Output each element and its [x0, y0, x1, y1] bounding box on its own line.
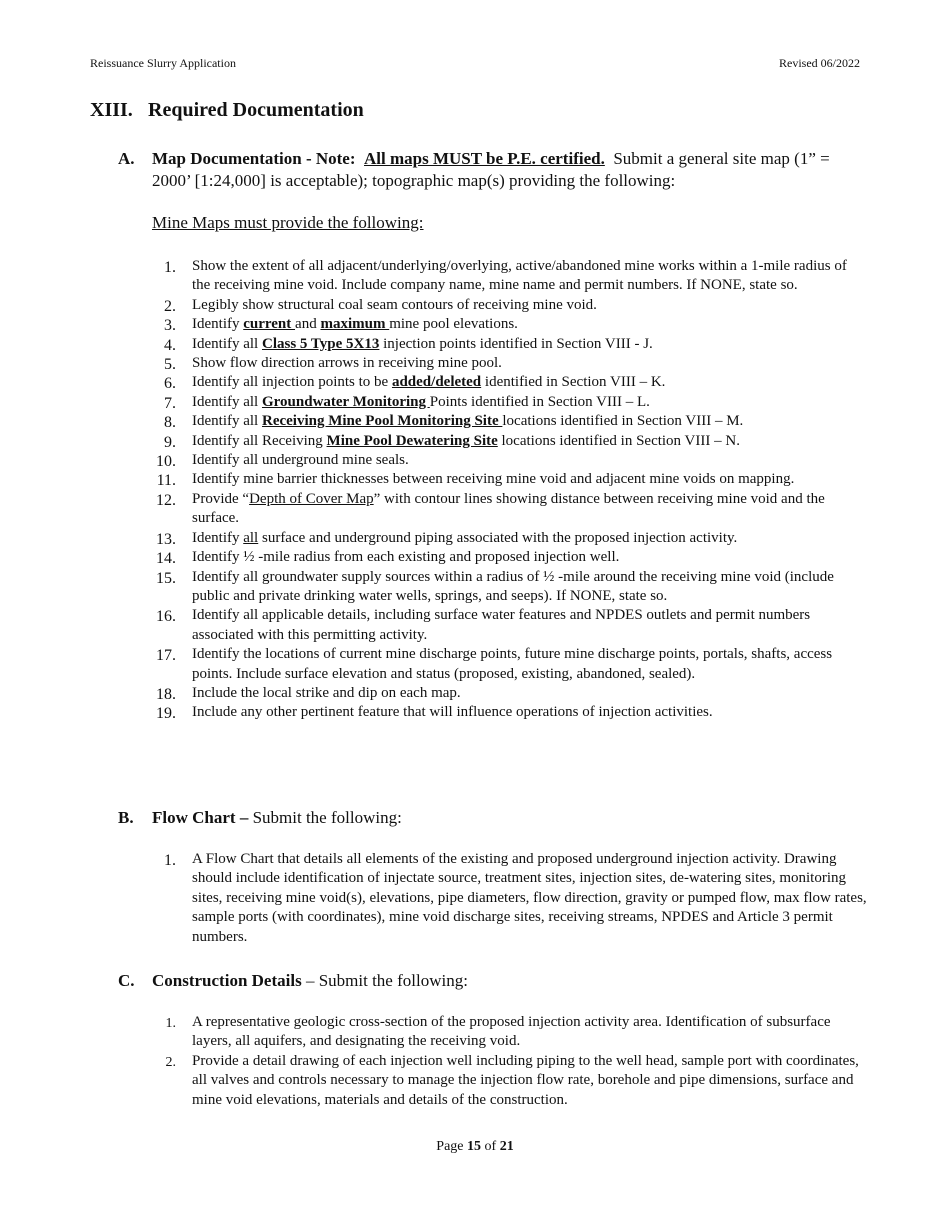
list-item-mid: and	[295, 316, 321, 333]
list-item	[152, 850, 868, 947]
list-item-text	[192, 529, 868, 548]
list-item-text	[192, 412, 868, 431]
list-item-post: injection points identified in Section VIII - J.	[379, 335, 653, 352]
list-item-number: 14.	[156, 550, 176, 568]
list-item-text-run: Identify all groundwater supply sources within a radius of ½ -mile around the receiving mine void (include public and private drinking water wells, springs, and seeps). If NONE, state so.	[192, 568, 834, 604]
header-right: Revised 06/2022	[779, 56, 860, 70]
list-item-number: 8.	[164, 414, 176, 432]
page-total: 21	[499, 1139, 514, 1154]
list-item-number: 7.	[164, 394, 176, 412]
list-item	[152, 703, 868, 722]
list-item-b1: Groundwater Monitoring	[261, 393, 430, 410]
list-item-text-run: A representative geologic cross-section of the proposed injection activity area. Identification of subsurface layers, all aquifers, and designating the receiving void.	[192, 1014, 831, 1050]
section-title-text: Required Documentation	[148, 99, 364, 121]
section-b-body	[152, 807, 862, 829]
section-a-letter: A.	[118, 149, 135, 168]
list-item-post: Points identified in Section VIII – L.	[429, 393, 650, 410]
list-item-b2: maximum	[320, 316, 390, 333]
list-item-number: 18.	[156, 685, 176, 703]
page-footer	[0, 1139, 950, 1155]
list-item	[152, 490, 868, 529]
list-item-text	[192, 432, 868, 451]
footer-pre: Page	[436, 1139, 468, 1154]
section-number: XIII.	[90, 99, 133, 121]
list-item-text	[192, 1052, 868, 1110]
header-left: Reissuance Slurry Application	[90, 56, 236, 70]
list-item-text	[192, 684, 868, 703]
list-item-text-run: Identify all underground mine seals.	[192, 452, 409, 469]
list-item-text-run: Identify all applicable details, including surface water features and NPDES outlets and permit numbers associated with this permitting activity.	[192, 607, 811, 643]
list-item-text-run: Show the extent of all adjacent/underlying/overlying, active/abandoned mine works within a 1-mile radius of the receiving mine void. Include company name, mine name and permit numbers. If NONE, state so.	[192, 258, 847, 294]
list-item-post: locations identified in Section VIII – M.	[502, 413, 744, 430]
list-item	[152, 393, 868, 412]
list-item-text	[192, 703, 868, 722]
section-title	[90, 99, 364, 122]
list-item-post: ” with contour lines showing distance between receiving mine void and the surface.	[192, 490, 825, 527]
list-item-text	[192, 548, 868, 567]
list-item-text-run: Include any other pertinent feature that will influence operations of injection activities.	[192, 704, 713, 721]
list-item-pre: Identify all	[192, 413, 262, 430]
list-item-post: surface and underground piping associated with the proposed injection activity.	[258, 529, 738, 546]
list-item-pre: Identify all	[192, 335, 262, 352]
list-item-text	[192, 645, 868, 684]
list-item-text	[192, 393, 868, 412]
list-item-number: 2.	[164, 297, 176, 315]
list-item	[152, 373, 868, 392]
list-item	[152, 315, 868, 334]
list-item-pre: Identify all	[192, 393, 262, 410]
list-item	[152, 1052, 868, 1110]
list-item-number: 16.	[156, 608, 176, 626]
section-a-note: All maps MUST be P.E. certified.	[364, 149, 605, 168]
list-item-b1: current	[243, 316, 296, 333]
list-item-text-run: Provide a detail drawing of each injection well including piping to the well head, sample port with coordinates, all valves and controls necessary to manage the injection flow rate, borehole and pipe dimensions, surface and mine void elevations, materials and details of the construction.	[192, 1052, 859, 1108]
list-item-text	[192, 315, 868, 334]
list-item	[152, 1013, 868, 1052]
list-item-pre: Identify	[192, 529, 244, 546]
list-item	[152, 568, 868, 607]
mine-maps-list	[152, 257, 868, 723]
list-item-text	[192, 490, 868, 529]
list-item-pre: Identify all Receiving	[192, 432, 327, 449]
list-item	[152, 606, 868, 645]
list-item-pre: Identify all injection points to be	[192, 374, 392, 391]
section-a-rest: Submit a general site map (1” = 2000’ [1:24,000] is acceptable); topographic map(s) providing the following:	[152, 149, 830, 190]
list-item-text	[192, 451, 868, 470]
list-item	[152, 432, 868, 451]
list-item-b1: Class 5 Type 5X13	[261, 335, 380, 352]
list-item-number: 10.	[156, 453, 176, 471]
list-item-text	[192, 354, 868, 373]
list-item-u1: all	[243, 529, 259, 546]
list-item-text	[192, 470, 868, 489]
list-item	[152, 470, 868, 489]
list-item-u1: Depth of Cover Map	[249, 490, 374, 507]
list-item-text-run: A Flow Chart that details all elements of the existing and proposed underground injection activity. Drawing should include identification of injectate source, treatment sites, injection sites, de-watering sites, monitoring sites, receiving mine void(s), elevations, pipe diameters, flow direction, gravity or pumped flow, max flow rates, sample ports (with coordinates), mine void discharge sites, receiving streams, NPDES and Article 3 permit numbers.	[192, 851, 867, 945]
section-c-rest: – Submit the following:	[301, 971, 468, 990]
flow-chart-list	[152, 850, 868, 947]
list-item	[152, 645, 868, 684]
list-item	[152, 529, 868, 548]
list-item-post: locations identified in Section VIII – N.	[497, 432, 740, 449]
list-item-number: 2.	[165, 1054, 176, 1070]
list-item-post: identified in Section VIII – K.	[481, 374, 666, 391]
list-item-number: 13.	[156, 530, 176, 548]
list-item-text	[192, 373, 868, 392]
list-item-b1: Receiving Mine Pool Monitoring Site	[261, 413, 503, 430]
list-item-text	[192, 257, 868, 296]
list-item	[152, 335, 868, 354]
list-item	[152, 451, 868, 470]
list-item-number: 1.	[165, 1016, 176, 1031]
section-b-letter: B.	[118, 808, 134, 827]
list-item	[152, 296, 868, 315]
section-a-lead: Map Documentation - Note:	[152, 149, 356, 168]
list-item-b1: added/deleted	[391, 374, 482, 391]
list-item-text-run: Legibly show structural coal seam contours of receiving mine void.	[192, 296, 597, 313]
list-item	[152, 354, 868, 373]
list-item-text-run: Include the local strike and dip on each map.	[192, 684, 461, 701]
list-item-text	[192, 568, 868, 607]
list-item-number: 1.	[164, 852, 176, 869]
list-item-text-run: Identify the locations of current mine discharge points, future mine discharge points, portals, shafts, access points. Include surface elevation and status (proposed, existing, abandoned, sealed).	[192, 646, 833, 682]
list-item	[152, 412, 868, 431]
list-item-number: 17.	[156, 647, 176, 665]
list-item-number: 4.	[164, 336, 176, 354]
list-item-text	[192, 1013, 868, 1052]
list-item-text	[192, 335, 868, 354]
section-b-lead: Flow Chart –	[152, 808, 249, 827]
list-item-text-run: Show flow direction arrows in receiving mine pool.	[192, 355, 502, 372]
list-item-text	[192, 606, 868, 645]
section-a-body	[152, 148, 862, 192]
list-item-text	[192, 850, 868, 947]
section-c-letter: C.	[118, 971, 135, 990]
list-item-number: 1.	[164, 259, 176, 276]
list-item-number: 3.	[164, 317, 176, 335]
list-item-number: 6.	[164, 375, 176, 393]
list-item-post: mine pool elevations.	[389, 316, 518, 333]
list-item	[152, 257, 868, 296]
list-item-number: 19.	[156, 705, 176, 723]
list-item-number: 5.	[164, 356, 176, 374]
section-c-lead: Construction Details	[152, 971, 302, 990]
list-item-pre: Identify	[192, 316, 244, 333]
list-item-number: 11.	[156, 472, 176, 490]
list-item	[152, 548, 868, 567]
construction-list	[152, 1013, 868, 1110]
section-b-rest: Submit the following:	[248, 808, 402, 827]
page-number: 15	[467, 1139, 482, 1154]
list-item	[152, 684, 868, 703]
mine-maps-subheading: Mine Maps must provide the following:	[152, 213, 424, 232]
footer-mid: of	[481, 1139, 500, 1154]
list-item-text-run: Identify ½ -mile radius from each existing and proposed injection well.	[192, 549, 620, 566]
list-item-pre: Provide “	[192, 490, 250, 507]
list-item-number: 9.	[164, 433, 176, 451]
list-item-number: 12.	[156, 491, 176, 509]
list-item-number: 15.	[156, 569, 176, 587]
list-item-b1: Mine Pool Dewatering Site	[326, 432, 498, 449]
list-item-text	[192, 296, 868, 315]
section-c-body	[152, 970, 862, 992]
list-item-text-run: Identify mine barrier thicknesses between receiving mine void and adjacent mine voids on mapping.	[192, 471, 795, 488]
